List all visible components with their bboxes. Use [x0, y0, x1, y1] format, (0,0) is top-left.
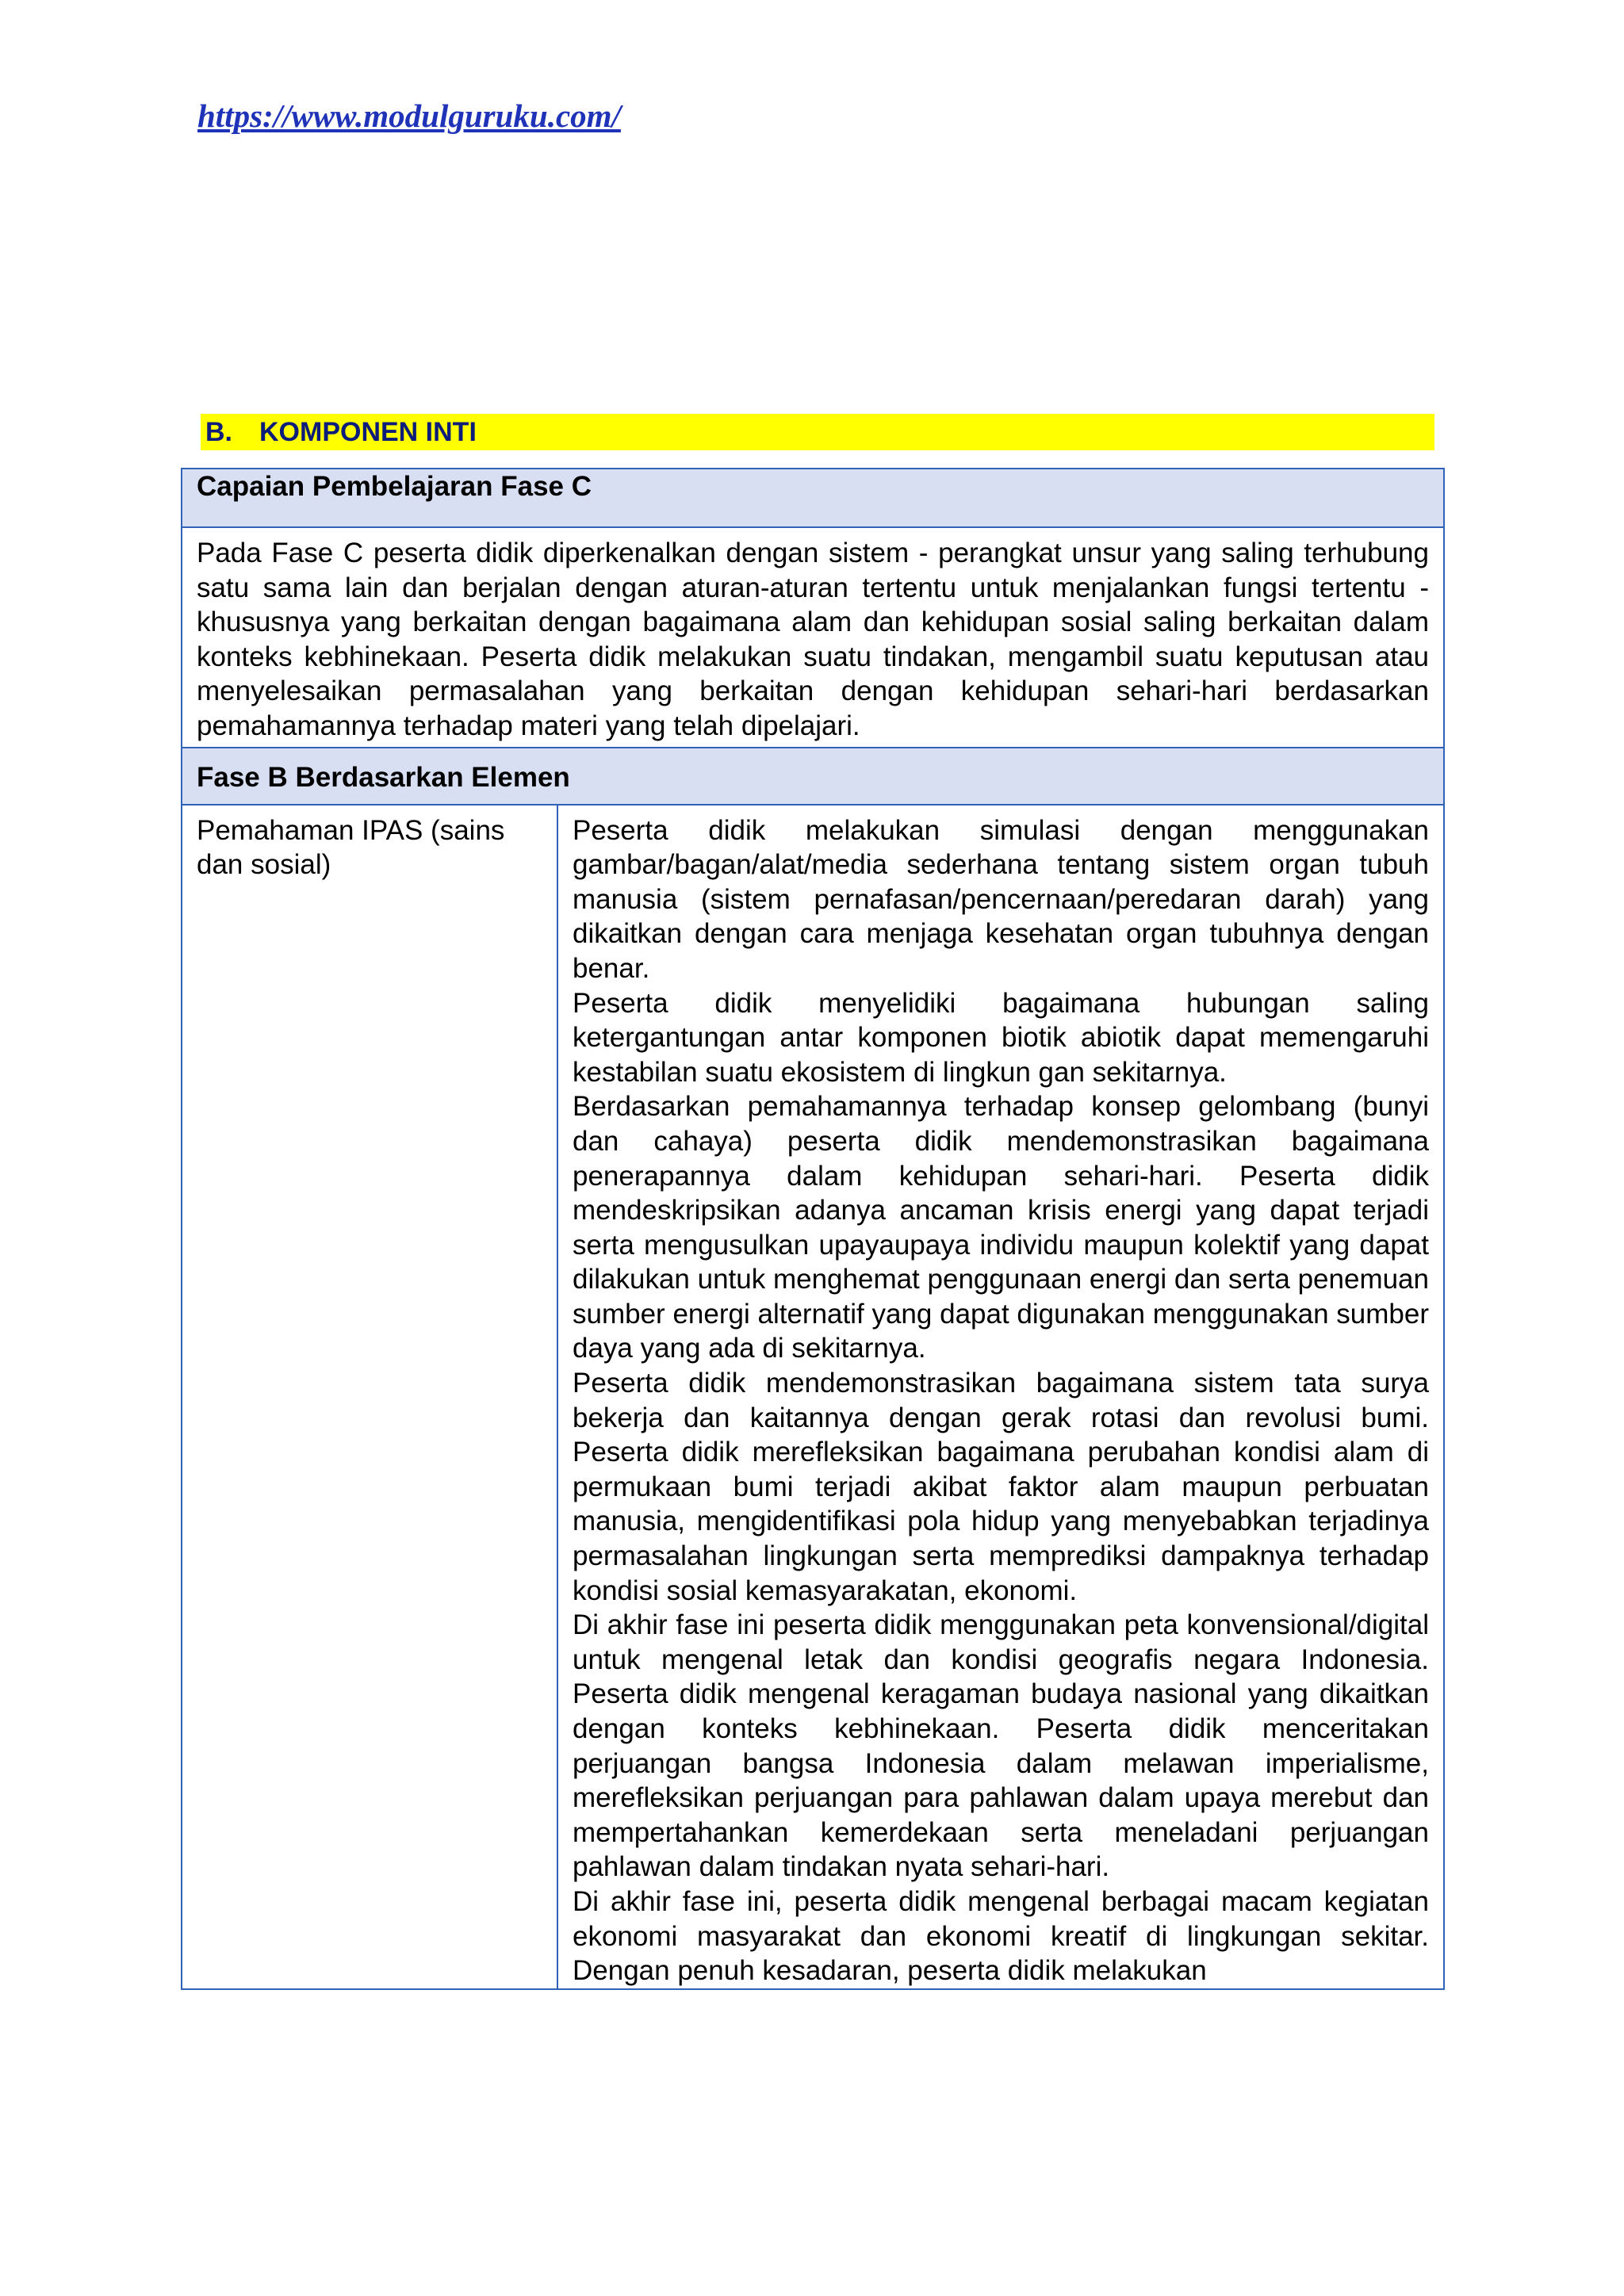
- element-paragraph: Peserta didik menyelidiki bagaimana hubungan saling ketergantungan antar komponen biotik abiotik dapat memengaruhi kestabilan suatu ekosistem di lingkun gan sekitarnya.: [573, 987, 1429, 1088]
- fase-b-heading: Fase B Berdasarkan Elemen: [182, 747, 1443, 806]
- element-paragraph: Berdasarkan pemahamannya terhadap konsep gelombang (bunyi dan cahaya) peserta didik mendemonstrasikan bagaimana penerapannya dalam kehidupan sehari-hari. Peserta didik mendeskripsikan adanya ancaman krisis energi yang dapat terjadi serta mengusulkan upayaupaya individu maupun kolektif yang dapat dilakukan untuk menghemat penggunaan energi dan serta penemuan sumber energi alternatif yang dapat digunakan menggunakan sumber daya yang ada di sekitarnya.: [573, 1091, 1429, 1364]
- section-number: B.: [205, 417, 232, 447]
- site-url-link[interactable]: https://www.modulguruku.com/: [197, 98, 621, 134]
- element-row: [182, 806, 1443, 1988]
- komponen-inti-table: [181, 468, 1445, 1990]
- element-description-cell: [558, 806, 1443, 1988]
- capaian-cell: [182, 528, 1443, 747]
- capaian-text: Pada Fase C peserta didik diperkenalkan dengan sistem - perangkat unsur yang saling terhubung satu sama lain dan berjalan dengan aturan-aturan tertentu untuk menjalankan fungsi tertentu - khususnya yang berkaitan dengan bagaimana alam dan kehidupan sosial saling berkaitan dalam konteks kebhinekaan. Peserta didik melakukan suatu tindakan, mengambil suatu keputusan atau menyelesaikan permasalahan yang berkaitan dengan kehidupan sehari-hari berdasarkan pemahamannya terhadap materi yang telah dipelajari.: [197, 538, 1429, 741]
- element-paragraph: Peserta didik mendemonstrasikan bagaimana sistem tata surya bekerja dan kaitannya dengan gerak rotasi dan revolusi bumi. Peserta didik merefleksikan bagaimana perubahan kondisi alam di permukaan bumi terjadi akibat faktor alam maupun perbuatan manusia, mengidentifikasi pola hidup yang menyebabkan terjadinya permasalahan lingkungan serta memprediksi dampaknya terhadap kondisi sosial kemasyarakatan, ekonomi.: [573, 1368, 1429, 1606]
- section-heading: [201, 414, 1434, 450]
- capaian-heading: Capaian Pembelajaran Fase C: [182, 469, 1443, 528]
- element-paragraph: Peserta didik melakukan simulasi dengan menggunakan gambar/bagan/alat/media sederhana tentang sistem organ tubuh manusia (sistem pernafasan/pencernaan/peredaran darah) yang dikaitkan dengan cara menjaga kesehatan organ tubuhnya dengan benar.: [573, 814, 1429, 984]
- element-paragraph: Di akhir fase ini, peserta didik mengenal berbagai macam kegiatan ekonomi masyarakat dan ekonomi kreatif di lingkungan sekitar. Dengan penuh kesadaran, peserta didik melakukan: [573, 1885, 1429, 1987]
- element-name-cell: Pemahaman IPAS (sains dan sosial): [182, 806, 558, 1988]
- section-title: KOMPONEN INTI: [259, 417, 477, 447]
- element-paragraph: Di akhir fase ini peserta didik menggunakan peta konvensional/digital untuk mengenal letak dan kondisi geografis negara Indonesia. Peserta didik mengenal keragaman budaya nasional yang dikaitkan dengan konteks kebhinekaan. Peserta didik menceritakan perjuangan bangsa Indonesia dalam melawan imperialisme, merefleksikan perjuangan para pahlawan dalam upaya merebut dan mempertahankan kemerdekaan serta meneladani perjuangan pahlawan dalam tindakan nyata sehari-hari.: [573, 1609, 1429, 1883]
